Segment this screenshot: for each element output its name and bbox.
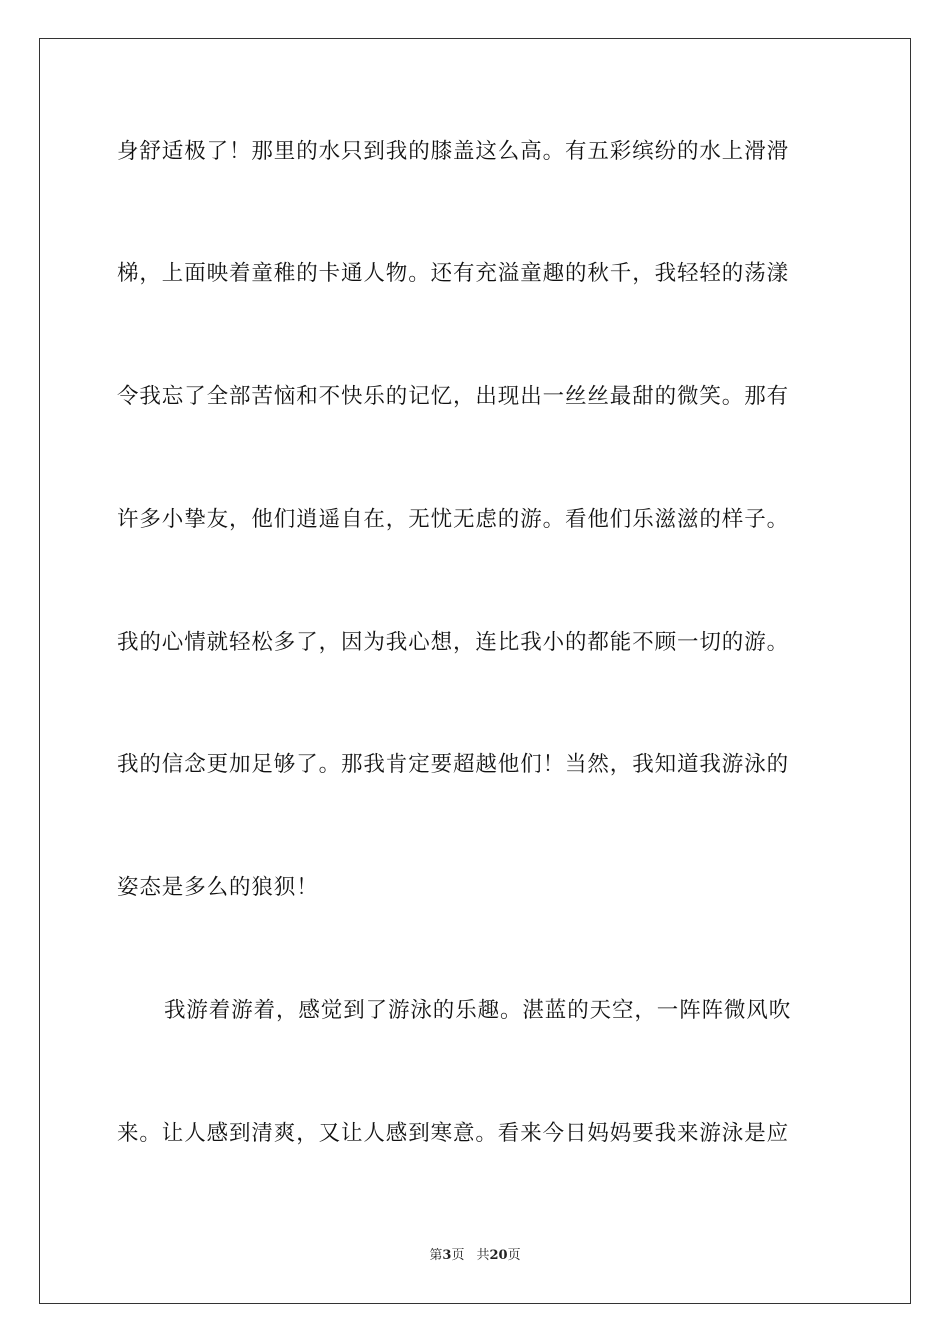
text-line-4: 许多小挚友，他们逍遥自在，无忧无虑的游。看他们乐滋滋的样子。	[117, 507, 790, 532]
text-line-9: 来。让人感到清爽，又让人感到寒意。看来今日妈妈要我来游泳是应	[117, 1121, 790, 1146]
total-prefix: 共	[476, 1248, 490, 1263]
page-prefix: 第	[429, 1248, 443, 1263]
page-unit: 页	[451, 1248, 465, 1263]
text-line-6: 我的信念更加足够了。那我肯定要超越他们！当然，我知道我游泳的	[117, 752, 790, 777]
page-total: 20	[489, 1248, 508, 1263]
text-line-8: 我游着游着，感觉到了游泳的乐趣。湛蓝的天空，一阵阵微风吹	[164, 998, 792, 1023]
total-unit: 页	[507, 1248, 521, 1263]
text-line-3: 令我忘了全部苦恼和不快乐的记忆，出现出一丝丝最甜的微笑。那有	[117, 384, 790, 409]
text-line-5: 我的心情就轻松多了，因为我心想，连比我小的都能不顾一切的游。	[117, 630, 790, 655]
page-current: 3	[442, 1248, 452, 1263]
text-line-1: 身舒适极了！那里的水只到我的膝盖这么高。有五彩缤纷的水上滑滑	[117, 139, 790, 164]
text-line-7: 姿态是多么的狼狈！	[117, 875, 319, 900]
page-footer	[0, 1247, 950, 1265]
text-line-2: 梯，上面映着童稚的卡通人物。还有充溢童趣的秋千，我轻轻的荡漾	[117, 261, 790, 286]
